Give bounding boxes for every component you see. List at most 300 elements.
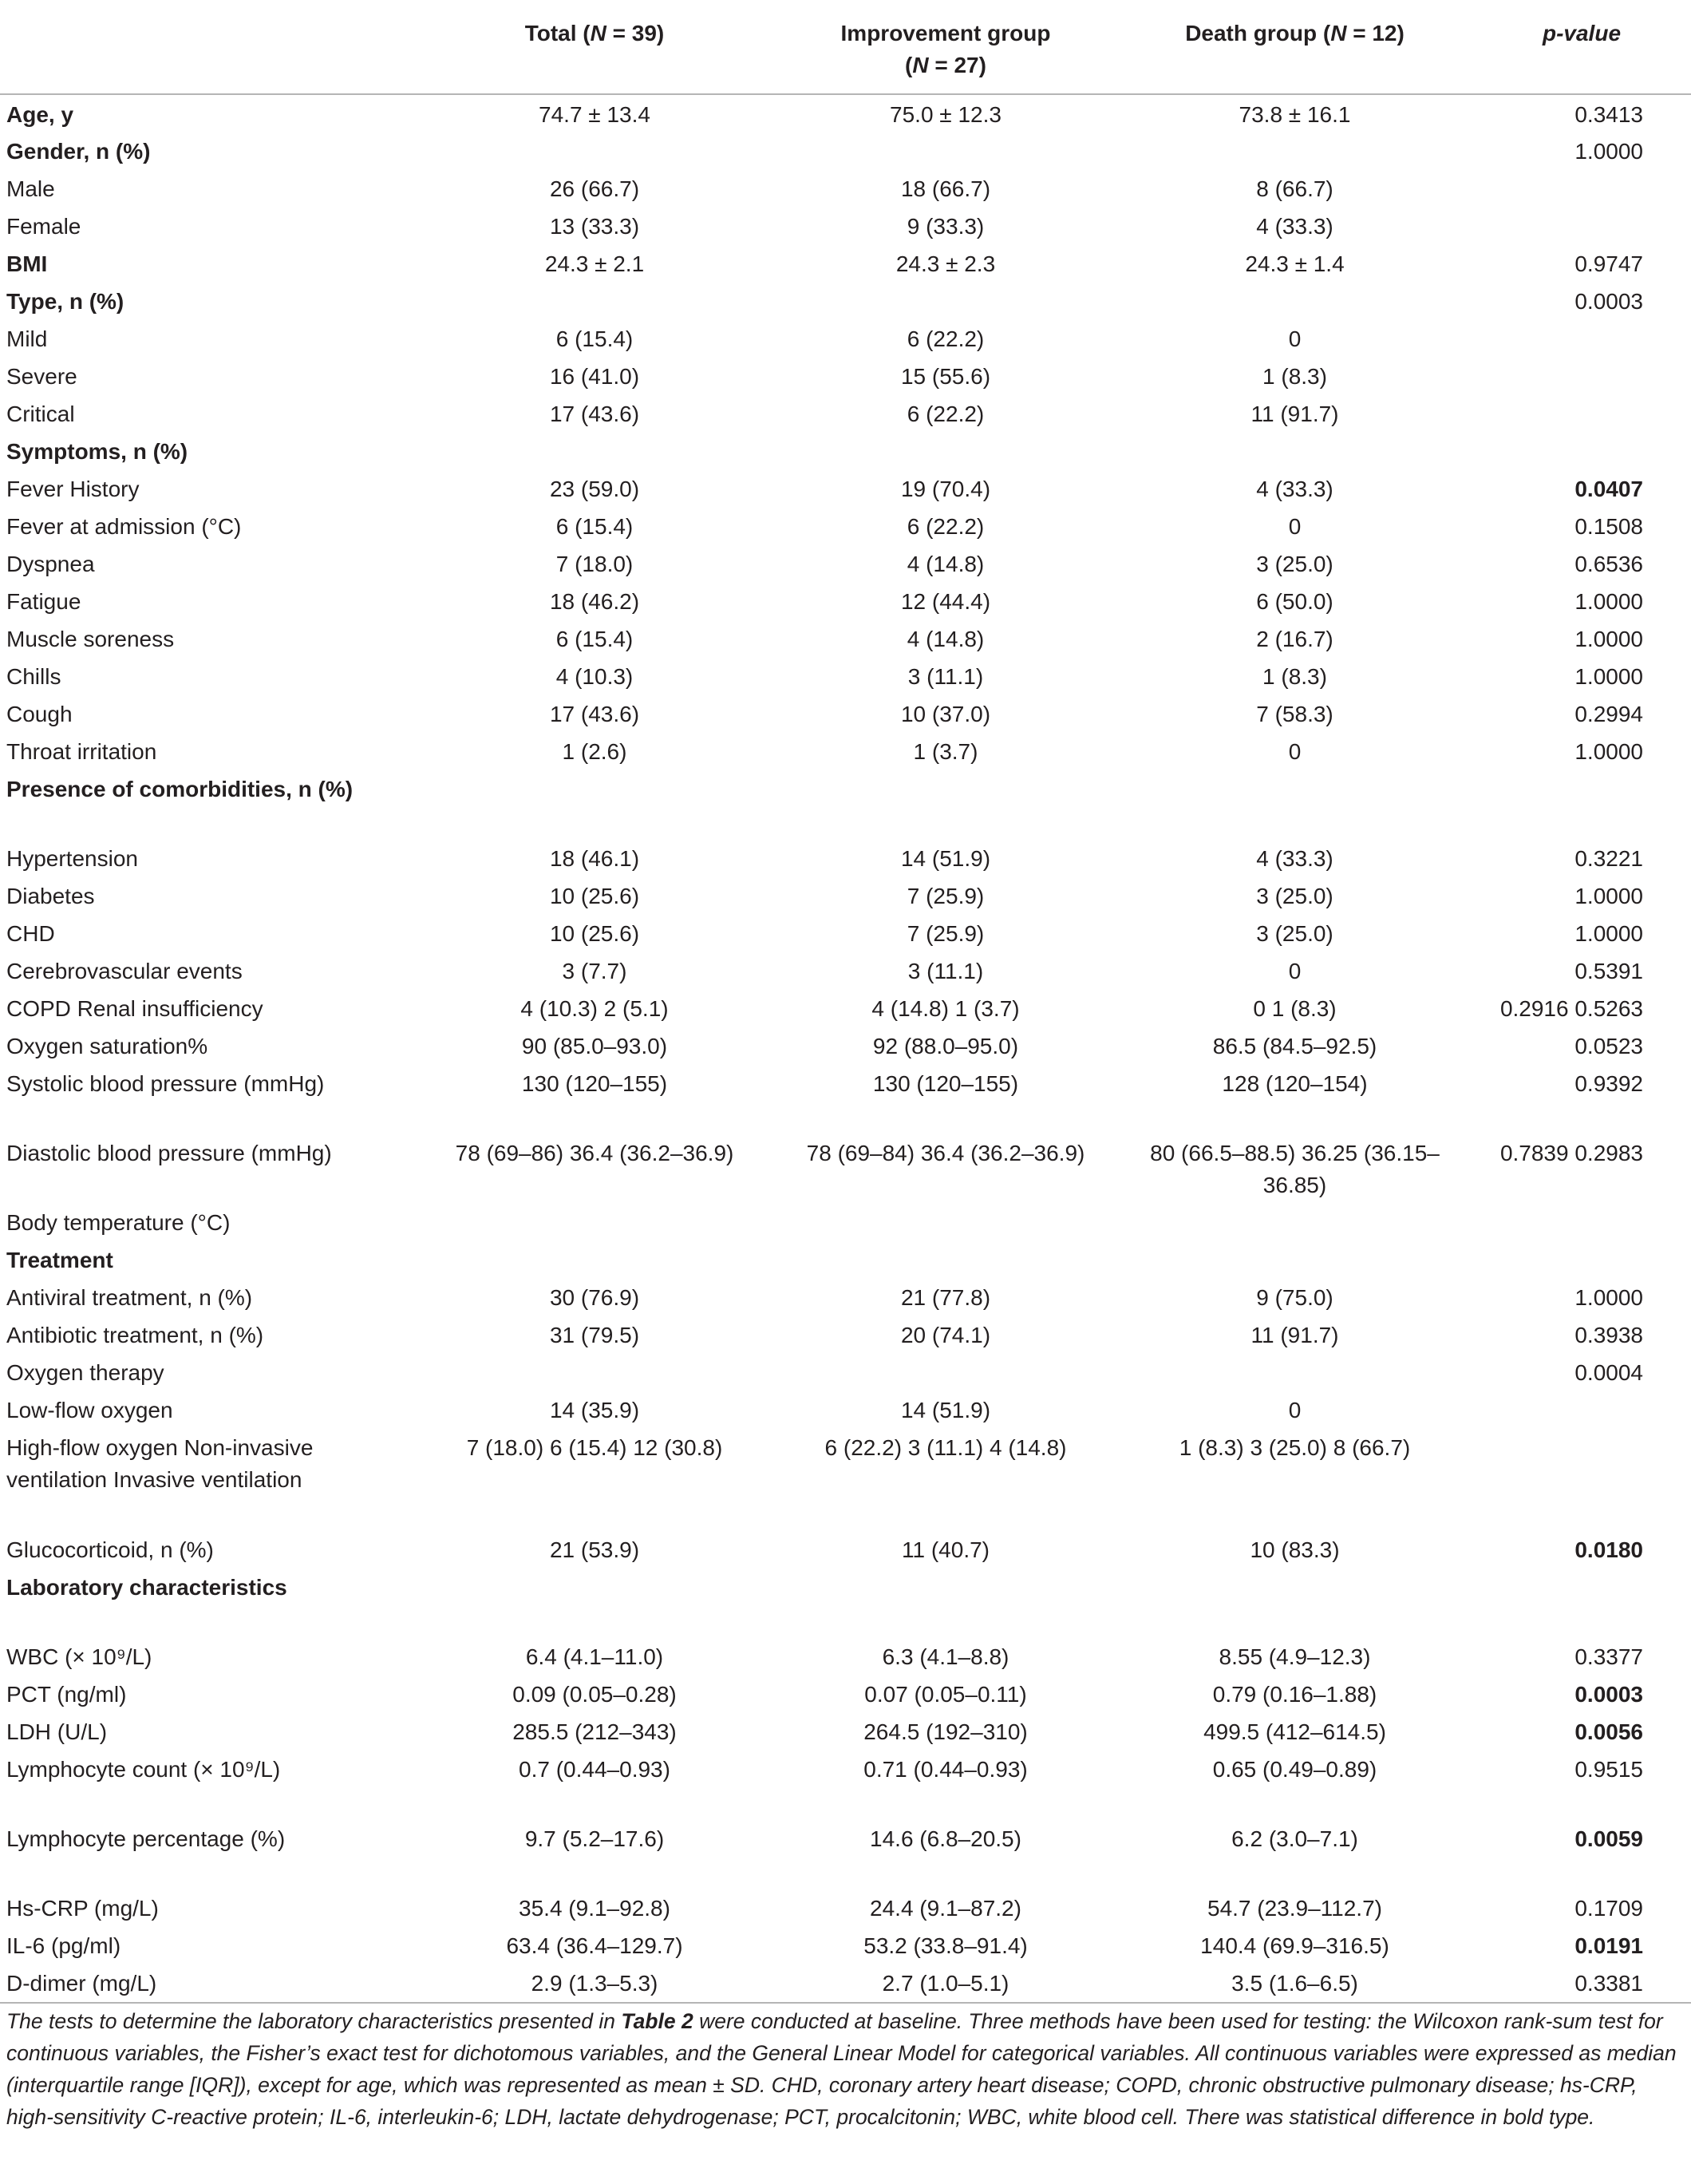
improvement-cell-text: 21 (77.8): [900, 1285, 991, 1310]
row-label-cell: [0, 914, 415, 952]
table-row: [0, 132, 1691, 169]
improvement-cell: [774, 619, 1117, 657]
pvalue-cell-text: 0.1508: [1574, 514, 1643, 539]
row-label-cell-text: IL-6 (pg/ml): [6, 1933, 121, 1958]
total-cell-text: 23 (59.0): [549, 477, 640, 501]
pvalue-cell: [1472, 694, 1691, 732]
header-pvalue: [1472, 0, 1691, 94]
death-cell: [1117, 169, 1472, 207]
pvalue-cell-text: 1.0000: [1574, 664, 1643, 689]
improvement-cell: [774, 244, 1117, 282]
pvalue-cell-text: 0.3413: [1574, 102, 1643, 127]
pvalue-cell-text: 0.2916 0.5263: [1499, 996, 1643, 1021]
pvalue-cell: [1472, 582, 1691, 619]
row-label-cell-text: Gender, n (%): [6, 139, 151, 164]
death-cell: [1117, 1316, 1472, 1353]
improvement-cell-text: 6 (22.2): [907, 326, 985, 351]
pvalue-cell: [1472, 319, 1691, 357]
total-cell-text: 14 (35.9): [549, 1398, 640, 1422]
pvalue-cell-text: 1.0000: [1574, 739, 1643, 764]
row-label-cell-text: Hs-CRP (mg/L): [6, 1896, 159, 1921]
death-cell: [1117, 1064, 1472, 1134]
death-cell-text: 11 (91.7): [1250, 402, 1339, 426]
improvement-cell-text: 10 (37.0): [900, 702, 991, 726]
death-cell: [1117, 1428, 1472, 1530]
improvement-cell: [774, 1530, 1117, 1568]
row-label-cell: [0, 1568, 415, 1637]
improvement-cell: [774, 694, 1117, 732]
row-label-cell-text: Antiviral treatment, n (%): [6, 1285, 253, 1310]
total-cell: [415, 244, 774, 282]
header-pvalue-text: p-value: [1542, 21, 1622, 46]
row-label-cell: [0, 1203, 415, 1240]
death-cell: [1117, 1027, 1472, 1064]
pvalue-cell: [1472, 1712, 1691, 1750]
pvalue-cell: [1472, 1568, 1691, 1637]
total-cell: [415, 582, 774, 619]
pvalue-cell: [1472, 282, 1691, 319]
death-cell: [1117, 952, 1472, 989]
death-cell: [1117, 1819, 1472, 1889]
improvement-cell-text: 3 (11.1): [907, 959, 984, 983]
improvement-cell-text: 7 (25.9): [907, 921, 985, 946]
pvalue-cell: [1472, 132, 1691, 169]
row-label-cell-text: Lymphocyte count (× 10⁹/L): [6, 1757, 281, 1782]
death-cell-text: 128 (120–154): [1222, 1071, 1368, 1096]
total-cell-text: 4 (10.3) 2 (5.1): [520, 996, 669, 1021]
improvement-cell: [774, 282, 1117, 319]
total-cell: [415, 1964, 774, 2003]
row-label-cell-text: Mild: [6, 326, 48, 351]
total-cell-text: 18 (46.1): [549, 846, 640, 871]
death-cell: [1117, 582, 1472, 619]
death-cell-text: 3 (25.0): [1256, 921, 1333, 946]
total-cell: [415, 319, 774, 357]
total-cell-text: 2.9 (1.3–5.3): [531, 1971, 658, 1996]
total-cell: [415, 1675, 774, 1712]
death-cell: [1117, 1240, 1472, 1278]
table-row: [0, 1637, 1691, 1675]
row-label-cell-text: WBC (× 10⁹/L): [6, 1644, 152, 1669]
table-row: [0, 544, 1691, 582]
pvalue-cell: [1472, 1391, 1691, 1428]
row-label-cell: [0, 1064, 415, 1134]
improvement-cell-text: 0.07 (0.05–0.11): [864, 1682, 1027, 1707]
pvalue-cell: [1472, 1530, 1691, 1568]
improvement-cell-text: 14 (51.9): [900, 1398, 991, 1422]
improvement-cell: [774, 770, 1117, 839]
pvalue-cell-text: 0.0003: [1574, 289, 1643, 314]
pvalue-cell: [1472, 1889, 1691, 1926]
table-row: [0, 1240, 1691, 1278]
death-cell-text: 0: [1288, 739, 1302, 764]
row-label-cell-text: Severe: [6, 364, 77, 389]
pvalue-cell: [1472, 544, 1691, 582]
death-cell: [1117, 1637, 1472, 1675]
improvement-cell-text: 4 (14.8): [907, 552, 985, 576]
table-row: [0, 1530, 1691, 1568]
total-cell: [415, 507, 774, 544]
death-cell: [1117, 1568, 1472, 1637]
improvement-cell: [774, 1278, 1117, 1316]
improvement-cell-text: 53.2 (33.8–91.4): [863, 1933, 1028, 1958]
table-row: [0, 169, 1691, 207]
improvement-cell-text: 15 (55.6): [900, 364, 991, 389]
total-cell-text: 3 (7.7): [562, 959, 627, 983]
pvalue-cell: [1472, 1064, 1691, 1134]
death-cell-text: 2 (16.7): [1256, 627, 1333, 651]
total-cell: [415, 1064, 774, 1134]
pvalue-cell: [1472, 1134, 1691, 1203]
death-cell: [1117, 432, 1472, 469]
row-label-cell-text: Glucocorticoid, n (%): [6, 1537, 214, 1562]
improvement-cell-text: 24.4 (9.1–87.2): [870, 1896, 1021, 1921]
total-cell: [415, 132, 774, 169]
row-label-cell-text: Fever History: [6, 477, 140, 501]
total-cell: [415, 1203, 774, 1240]
death-cell-text: 0: [1288, 1398, 1302, 1422]
table-header: [0, 0, 1691, 94]
total-cell: [415, 1353, 774, 1391]
total-cell: [415, 469, 774, 507]
death-cell-text: 8 (66.7): [1256, 176, 1333, 201]
total-cell-text: 10 (25.6): [549, 921, 640, 946]
total-cell-text: 17 (43.6): [549, 702, 640, 726]
improvement-cell: [774, 732, 1117, 770]
death-cell: [1117, 1712, 1472, 1750]
improvement-cell-text: 6 (22.2): [907, 402, 985, 426]
row-label-cell: [0, 469, 415, 507]
total-cell-text: 0.7 (0.44–0.93): [519, 1757, 670, 1782]
row-label-cell: [0, 432, 415, 469]
table-row: [0, 619, 1691, 657]
improvement-cell: [774, 1134, 1117, 1203]
death-cell-text: 3.5 (1.6–6.5): [1231, 1971, 1358, 1996]
death-cell: [1117, 507, 1472, 544]
total-cell-text: 90 (85.0–93.0): [521, 1034, 668, 1058]
improvement-cell: [774, 169, 1117, 207]
pvalue-cell: [1472, 770, 1691, 839]
total-cell: [415, 394, 774, 432]
row-label-cell: [0, 244, 415, 282]
improvement-cell-text: 6 (22.2): [907, 514, 985, 539]
footnote-table-ref: Table 2: [621, 2009, 693, 2033]
table-row: [0, 94, 1691, 132]
death-cell-text: 54.7 (23.9–112.7): [1207, 1896, 1382, 1921]
improvement-cell: [774, 1568, 1117, 1637]
row-label-cell: [0, 132, 415, 169]
pvalue-cell: [1472, 657, 1691, 694]
pvalue-cell-text: 0.3221: [1574, 846, 1643, 871]
death-cell: [1117, 1675, 1472, 1712]
death-cell: [1117, 1964, 1472, 2003]
improvement-cell: [774, 544, 1117, 582]
death-cell-text: 80 (66.5–88.5) 36.25 (36.15–36.85): [1150, 1141, 1440, 1197]
pvalue-cell: [1472, 394, 1691, 432]
table-row: [0, 469, 1691, 507]
row-label-cell-text: CHD: [6, 921, 55, 946]
row-label-cell: [0, 989, 415, 1027]
row-label-cell: [0, 282, 415, 319]
total-cell-text: 13 (33.3): [549, 214, 640, 239]
pvalue-cell: [1472, 732, 1691, 770]
death-cell: [1117, 357, 1472, 394]
death-cell: [1117, 732, 1472, 770]
table-row: [0, 1428, 1691, 1530]
death-cell: [1117, 657, 1472, 694]
death-cell-text: 11 (91.7): [1250, 1323, 1339, 1347]
row-label-cell-text: Dyspnea: [6, 552, 95, 576]
death-cell: [1117, 1926, 1472, 1964]
death-cell: [1117, 1530, 1472, 1568]
total-cell: [415, 1027, 774, 1064]
header-row: [0, 0, 1691, 94]
row-label-cell-text: Critical: [6, 402, 75, 426]
total-cell: [415, 839, 774, 876]
total-cell: [415, 1428, 774, 1530]
pvalue-cell-text: 0.3377: [1574, 1644, 1643, 1669]
death-cell-text: 6.2 (3.0–7.1): [1231, 1826, 1358, 1851]
row-label-cell: [0, 1637, 415, 1675]
table-row: [0, 1391, 1691, 1428]
pvalue-cell: [1472, 1819, 1691, 1889]
row-label-cell: [0, 1964, 415, 2003]
table-footnote: [6, 2005, 1682, 2133]
table-row: [0, 432, 1691, 469]
total-cell: [415, 1926, 774, 1964]
total-cell-text: 6 (15.4): [555, 326, 634, 351]
pvalue-cell: [1472, 469, 1691, 507]
table-row: [0, 1203, 1691, 1240]
row-label-cell: [0, 507, 415, 544]
death-cell: [1117, 207, 1472, 244]
table-row: [0, 1064, 1691, 1134]
total-cell-text: 35.4 (9.1–92.8): [519, 1896, 670, 1921]
improvement-cell: [774, 1353, 1117, 1391]
pvalue-cell-text: 0.1709: [1574, 1896, 1643, 1921]
death-cell: [1117, 544, 1472, 582]
improvement-cell: [774, 1675, 1117, 1712]
table-row: [0, 1964, 1691, 2003]
row-label-cell: [0, 1889, 415, 1926]
total-cell: [415, 169, 774, 207]
pvalue-cell-text: 0.0056: [1574, 1719, 1643, 1744]
total-cell: [415, 432, 774, 469]
row-label-cell-text: Body temperature (°C): [6, 1210, 231, 1235]
pvalue-cell-text: 1.0000: [1574, 884, 1643, 908]
death-cell-text: 0.65 (0.49–0.89): [1212, 1757, 1377, 1782]
pvalue-cell: [1472, 989, 1691, 1027]
row-label-cell: [0, 544, 415, 582]
table-row: [0, 207, 1691, 244]
table-row: [0, 507, 1691, 544]
death-cell-text: 4 (33.3): [1256, 214, 1333, 239]
pvalue-cell: [1472, 1926, 1691, 1964]
death-cell-text: 10 (83.3): [1250, 1537, 1340, 1562]
total-cell-text: 30 (76.9): [549, 1285, 640, 1310]
row-label-cell: [0, 619, 415, 657]
row-label-cell: [0, 952, 415, 989]
pvalue-cell: [1472, 1316, 1691, 1353]
pvalue-cell: [1472, 839, 1691, 876]
total-cell-text: 7 (18.0) 6 (15.4) 12 (30.8): [466, 1435, 723, 1460]
improvement-cell-text: 6.3 (4.1–8.8): [882, 1644, 1009, 1669]
total-cell: [415, 544, 774, 582]
table-row: [0, 1027, 1691, 1064]
improvement-cell: [774, 1027, 1117, 1064]
table-row: [0, 732, 1691, 770]
total-cell: [415, 914, 774, 952]
header-death: [1117, 0, 1472, 94]
improvement-cell: [774, 1391, 1117, 1428]
pvalue-cell: [1472, 952, 1691, 989]
header-total: [415, 0, 774, 94]
pvalue-cell-text: 0.6536: [1574, 552, 1643, 576]
row-label-cell-text: Fever at admission (°C): [6, 514, 242, 539]
row-label-cell: [0, 876, 415, 914]
total-cell-text: 63.4 (36.4–129.7): [506, 1933, 683, 1958]
pvalue-cell: [1472, 1675, 1691, 1712]
pvalue-cell-text: 1.0000: [1574, 627, 1643, 651]
row-label-cell: [0, 1428, 415, 1530]
total-cell-text: 17 (43.6): [549, 402, 640, 426]
total-cell: [415, 357, 774, 394]
death-cell-text: 8.55 (4.9–12.3): [1219, 1644, 1371, 1669]
total-cell-text: 9.7 (5.2–17.6): [524, 1826, 665, 1851]
pvalue-cell-text: 0.3938: [1574, 1323, 1643, 1347]
improvement-cell-text: 19 (70.4): [900, 477, 991, 501]
total-cell: [415, 282, 774, 319]
improvement-cell-text: 2.7 (1.0–5.1): [882, 1971, 1009, 1996]
table-row: [0, 282, 1691, 319]
pvalue-cell-text: 1.0000: [1574, 589, 1643, 614]
row-label-cell-text: Lymphocyte percentage (%): [6, 1826, 286, 1851]
row-label-cell-text: Age, y: [6, 102, 74, 127]
improvement-cell: [774, 319, 1117, 357]
row-label-cell-text: Type, n (%): [6, 289, 124, 314]
total-cell: [415, 1240, 774, 1278]
row-label-cell-text: Chills: [6, 664, 61, 689]
improvement-cell: [774, 507, 1117, 544]
improvement-cell: [774, 1064, 1117, 1134]
pvalue-cell: [1472, 1203, 1691, 1240]
death-cell-text: 0 1 (8.3): [1253, 996, 1337, 1021]
improvement-cell-text: 4 (14.8) 1 (3.7): [871, 996, 1020, 1021]
row-label-cell: [0, 207, 415, 244]
table-row: [0, 394, 1691, 432]
improvement-cell: [774, 952, 1117, 989]
table-row: [0, 1889, 1691, 1926]
row-label-cell-text: Diabetes: [6, 884, 95, 908]
improvement-cell: [774, 357, 1117, 394]
pvalue-cell-text: 1.0000: [1574, 1285, 1643, 1310]
improvement-cell-text: 0.71 (0.44–0.93): [863, 1757, 1028, 1782]
pvalue-cell-text: 0.0003: [1574, 1682, 1643, 1707]
total-cell-text: 6 (15.4): [555, 514, 634, 539]
improvement-cell: [774, 1964, 1117, 2003]
total-cell: [415, 1637, 774, 1675]
row-label-cell-text: Oxygen saturation%: [6, 1034, 208, 1058]
death-cell-text: 140.4 (69.9–316.5): [1200, 1933, 1389, 1958]
table-row: [0, 1675, 1691, 1712]
row-label-cell-text: Laboratory characteristics: [6, 1575, 287, 1600]
row-label-cell-text: Cough: [6, 702, 73, 726]
improvement-cell: [774, 394, 1117, 432]
footnote-part1: The tests to determine the laboratory characteristics presented in: [6, 2009, 622, 2033]
row-label-cell-text: Fatigue: [6, 589, 81, 614]
pvalue-cell: [1472, 244, 1691, 282]
row-label-cell: [0, 839, 415, 876]
total-cell: [415, 952, 774, 989]
total-cell-text: 78 (69–86) 36.4 (36.2–36.9): [455, 1141, 734, 1165]
death-cell: [1117, 132, 1472, 169]
death-cell-text: 86.5 (84.5–92.5): [1212, 1034, 1377, 1058]
improvement-cell: [774, 207, 1117, 244]
row-label-cell-text: Oxygen therapy: [6, 1360, 164, 1385]
total-cell: [415, 876, 774, 914]
pvalue-cell: [1472, 914, 1691, 952]
death-cell-text: 4 (33.3): [1256, 477, 1333, 501]
pvalue-cell: [1472, 876, 1691, 914]
death-cell: [1117, 1203, 1472, 1240]
row-label-cell-text: D-dimer (mg/L): [6, 1971, 157, 1996]
row-label-cell-text: High-flow oxygen Non-invasive ventilation Invasive ventilation: [6, 1435, 314, 1492]
row-label-cell-text: Systolic blood pressure (mmHg): [6, 1071, 325, 1096]
death-cell: [1117, 839, 1472, 876]
pvalue-cell-text: 0.0059: [1574, 1826, 1643, 1851]
header-improvement-line2: (N = 27): [905, 53, 986, 77]
total-cell: [415, 732, 774, 770]
improvement-cell: [774, 657, 1117, 694]
improvement-cell: [774, 132, 1117, 169]
improvement-cell-text: 4 (14.8): [907, 627, 985, 651]
total-cell: [415, 989, 774, 1027]
row-label-cell: [0, 1712, 415, 1750]
row-label-cell: [0, 1278, 415, 1316]
row-label-cell: [0, 1240, 415, 1278]
pvalue-cell: [1472, 432, 1691, 469]
pvalue-cell: [1472, 1750, 1691, 1819]
table-row: [0, 319, 1691, 357]
table-row: [0, 1278, 1691, 1316]
table-row: [0, 1926, 1691, 1964]
death-cell: [1117, 1750, 1472, 1819]
row-label-cell-text: Male: [6, 176, 55, 201]
improvement-cell: [774, 469, 1117, 507]
death-cell: [1117, 394, 1472, 432]
total-cell: [415, 1712, 774, 1750]
row-label-cell: [0, 1819, 415, 1889]
pvalue-cell-text: 0.3381: [1574, 1971, 1643, 1996]
death-cell: [1117, 94, 1472, 132]
improvement-cell-text: 92 (88.0–95.0): [872, 1034, 1019, 1058]
pvalue-cell: [1472, 619, 1691, 657]
row-label-cell: [0, 1926, 415, 1964]
pvalue-cell-text: 0.0004: [1574, 1360, 1643, 1385]
death-cell-text: 1 (8.3): [1262, 364, 1327, 389]
pvalue-cell: [1472, 1428, 1691, 1530]
death-cell-text: 0.79 (0.16–1.88): [1212, 1682, 1377, 1707]
death-cell-text: 0: [1288, 326, 1302, 351]
improvement-cell: [774, 839, 1117, 876]
total-cell: [415, 770, 774, 839]
death-cell-text: 9 (75.0): [1256, 1285, 1333, 1310]
pvalue-cell: [1472, 94, 1691, 132]
death-cell: [1117, 914, 1472, 952]
death-cell-text: 1 (8.3) 3 (25.0) 8 (66.7): [1179, 1435, 1411, 1460]
row-label-cell-text: BMI: [6, 251, 48, 276]
death-cell-text: 3 (25.0): [1256, 884, 1333, 908]
